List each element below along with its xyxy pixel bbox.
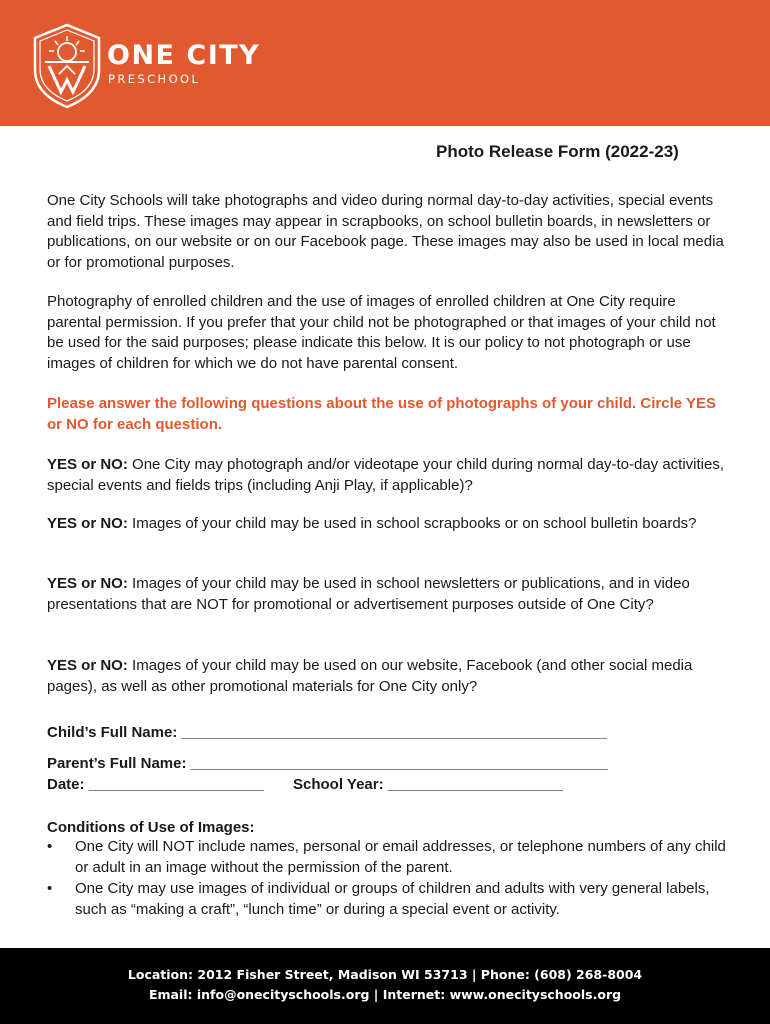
brand-subtitle: PRESCHOOL xyxy=(108,72,201,86)
intro-paragraph-1: One City Schools will take photographs and video during normal day-to-day activities, special events and field trips. These images may appear in scrapbooks, on school bulletin boards, in newsletters or publications, on our website or on our Facebook page. These images may also be used in local media or for promotional purposes. xyxy=(47,192,724,271)
child-name-field[interactable]: Child’s Full Name: ___________________________________________________ xyxy=(47,724,607,741)
question-4 xyxy=(47,656,732,697)
condition-text: One City will NOT include names, personal or email addresses, or telephone numbers of any child or adult in an image without the permission of the parent. xyxy=(75,838,726,876)
header-banner xyxy=(0,0,770,126)
conditions-title: Conditions of Use of Images: xyxy=(47,819,255,836)
footer-contact-line: Location: 2012 Fisher Street, Madison WI 53713 | Phone: (608) 268-8004 xyxy=(127,967,643,982)
question-text: One City may photograph and/or videotape your child during normal day-to-day activities, special events and fields trips (including Anji Play, if applicable)? xyxy=(47,456,725,494)
question-text: Images of your child may be used in school newsletters or publications, and in video presentations that are NOT for promotional or advertisement purposes outside of One City? xyxy=(47,575,690,613)
school-year-field[interactable]: School Year: _____________________ xyxy=(293,776,563,793)
question-1 xyxy=(47,455,732,496)
one-city-emblem-icon xyxy=(31,22,103,110)
question-text: Images of your child may be used on our website, Facebook (and other social media pages), as well as other promotional materials for One City only? xyxy=(47,657,693,695)
date-field[interactable]: Date: _____________________ xyxy=(47,776,264,793)
question-text: Images of your child may be used in school scrapbooks or on school bulletin boards? xyxy=(127,515,697,532)
list-item xyxy=(47,837,737,878)
instruction-text: Please answer the following questions about the use of photographs of your child. Circle YES or NO for each question. xyxy=(47,395,716,433)
question-3 xyxy=(47,574,732,615)
question-label: YES or NO: xyxy=(47,657,128,674)
condition-text: One City may use images of individual or groups of children and adults with very general labels, such as “making a craft”, “lunch time” or during a special event or activity. xyxy=(75,880,710,918)
bullet: • xyxy=(47,838,53,855)
question-label: YES or NO: xyxy=(47,575,128,592)
question-label: YES or NO: xyxy=(47,515,128,532)
bullet: • xyxy=(47,880,53,897)
brand-name: ONE CITY xyxy=(107,40,261,71)
footer-web-line: Email: info@onecityschools.org | Internet: www.onecityschools.org xyxy=(148,987,622,1002)
conditions-list xyxy=(47,837,737,921)
question-label: YES or NO: xyxy=(47,456,128,473)
form-title: Photo Release Form (2022-23) xyxy=(436,142,679,161)
question-2 xyxy=(47,514,732,535)
parent-name-field[interactable]: Parent’s Full Name: __________________________________________________ xyxy=(47,755,608,772)
list-item xyxy=(47,879,737,920)
intro-paragraph-2: Photography of enrolled children and the use of images of enrolled children at One City require parental permission. If you prefer that your child not be photographed or that images of your child not be used for the said purposes; please indicate this below. It is our policy to not photograph or use images of children for which we do not have parental consent. xyxy=(47,293,716,372)
footer xyxy=(0,948,770,1024)
